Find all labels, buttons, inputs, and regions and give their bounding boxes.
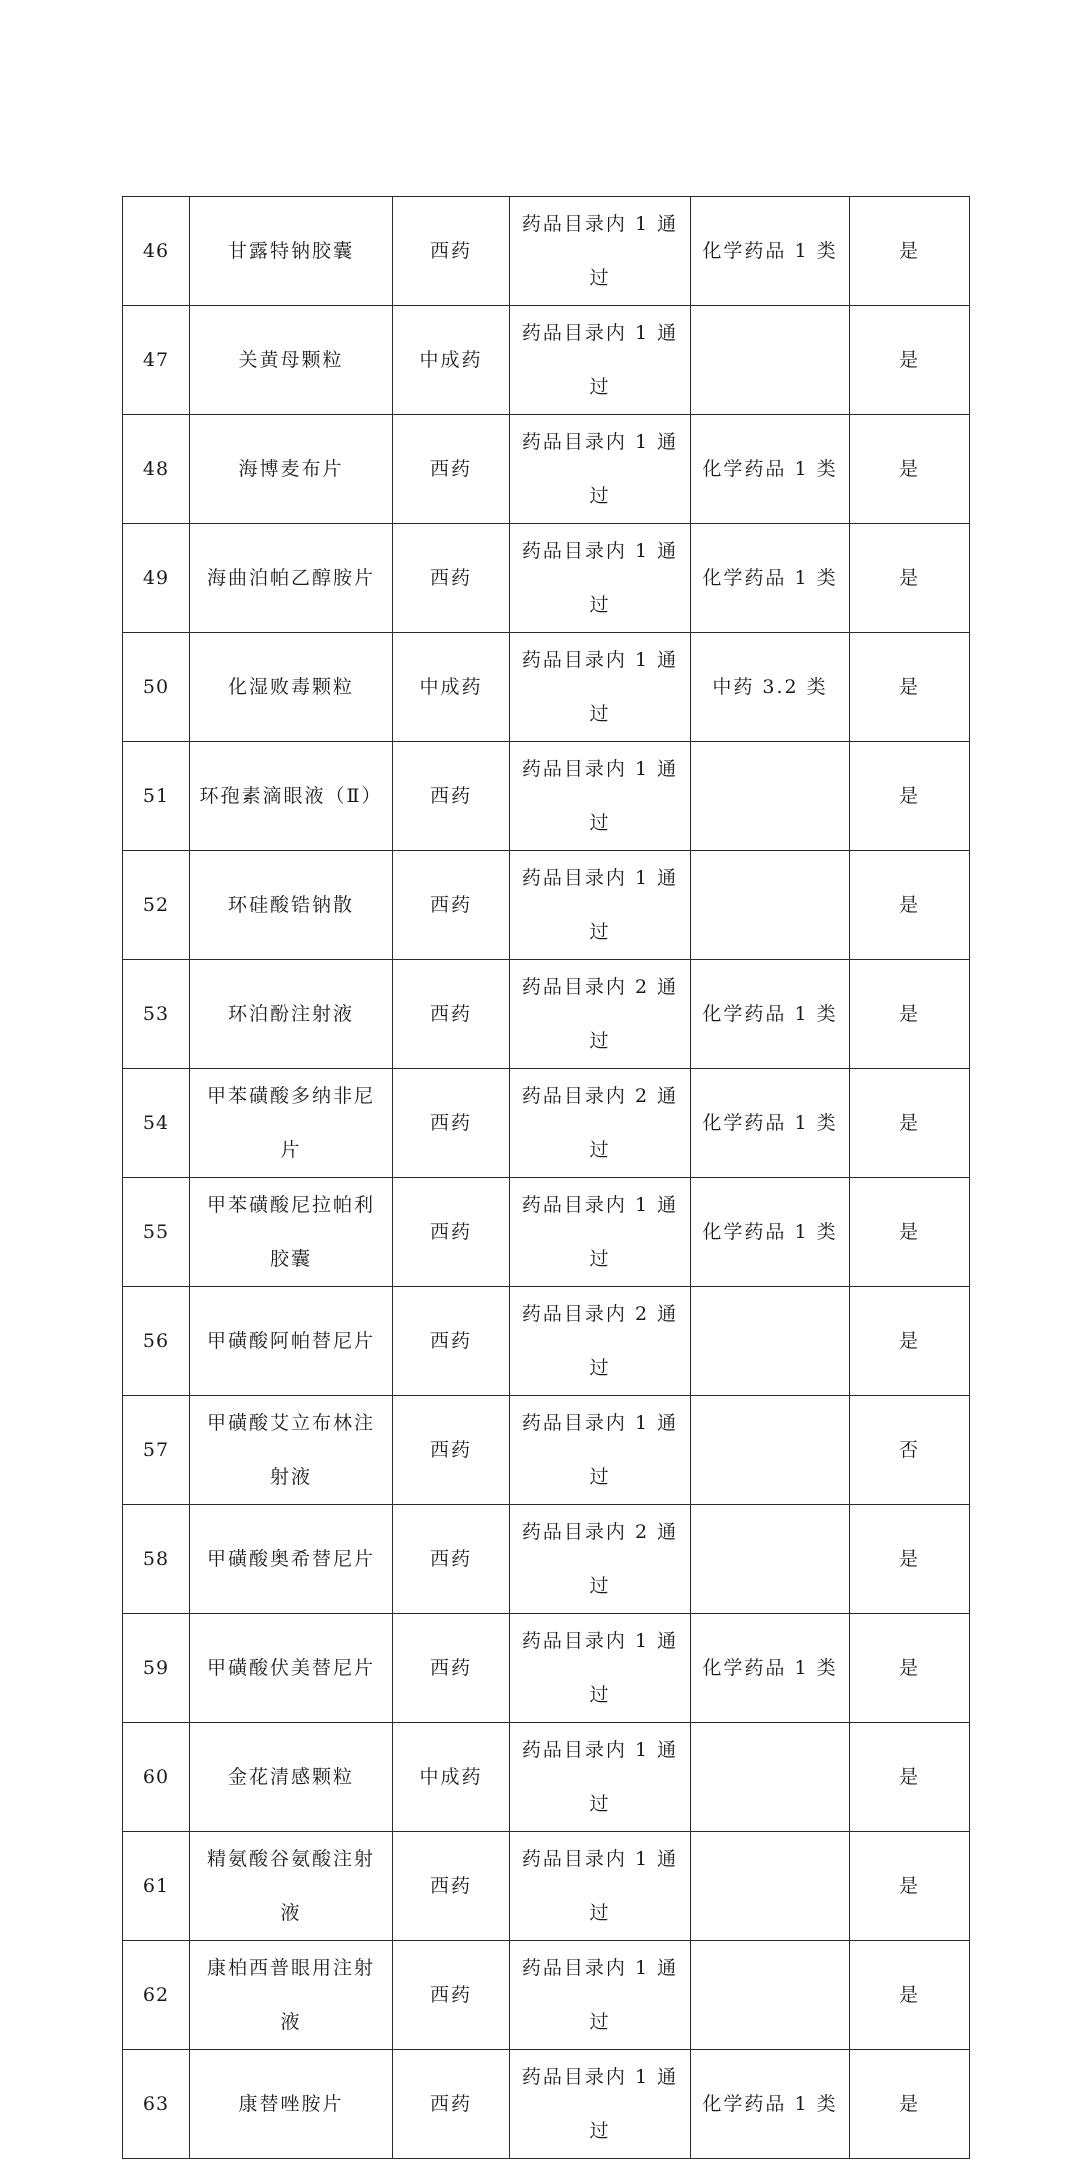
drug-name: 甲磺酸伏美替尼片: [190, 1614, 393, 1723]
table-row: [123, 197, 970, 306]
catalog-status: 药品目录内 2 通过: [510, 1505, 691, 1614]
table-row: [123, 1396, 970, 1505]
drug-type: 西药: [393, 1287, 510, 1396]
row-number: 46: [123, 197, 190, 306]
row-number: 59: [123, 1614, 190, 1723]
drug-type: 西药: [393, 1178, 510, 1287]
catalog-status: 药品目录内 2 通过: [510, 1069, 691, 1178]
catalog-status: 药品目录内 2 通过: [510, 960, 691, 1069]
drug-name: 环硅酸锆钠散: [190, 851, 393, 960]
yes-no-flag: 是: [850, 1614, 970, 1723]
row-number: 50: [123, 633, 190, 742]
drug-type: 西药: [393, 1832, 510, 1941]
yes-no-flag: 是: [850, 960, 970, 1069]
row-number: 55: [123, 1178, 190, 1287]
yes-no-flag: 是: [850, 1832, 970, 1941]
row-number: 54: [123, 1069, 190, 1178]
catalog-status: 药品目录内 1 通过: [510, 633, 691, 742]
table-row: [123, 415, 970, 524]
catalog-status: 药品目录内 2 通过: [510, 1287, 691, 1396]
drug-name: 甲磺酸阿帕替尼片: [190, 1287, 393, 1396]
catalog-status: 药品目录内 1 通过: [510, 415, 691, 524]
row-number: 58: [123, 1505, 190, 1614]
drug-name: 甘露特钠胶囊: [190, 197, 393, 306]
drug-category: [691, 1505, 850, 1614]
yes-no-flag: 是: [850, 524, 970, 633]
drug-name: 环孢素滴眼液（Ⅱ）: [190, 742, 393, 851]
drug-name: 康柏西普眼用注射液: [190, 1941, 393, 2050]
drug-name: 环泊酚注射液: [190, 960, 393, 1069]
drug-category: 化学药品 1 类: [691, 415, 850, 524]
drug-category: 化学药品 1 类: [691, 2050, 850, 2159]
drug-type: 西药: [393, 1396, 510, 1505]
drug-type: 中成药: [393, 1723, 510, 1832]
drug-type: 西药: [393, 415, 510, 524]
table-row: [123, 1287, 970, 1396]
catalog-status: 药品目录内 1 通过: [510, 2050, 691, 2159]
yes-no-flag: 是: [850, 742, 970, 851]
catalog-status: 药品目录内 1 通过: [510, 851, 691, 960]
table-row: [123, 1832, 970, 1941]
catalog-status: 药品目录内 1 通过: [510, 742, 691, 851]
yes-no-flag: 是: [850, 1505, 970, 1614]
row-number: 61: [123, 1832, 190, 1941]
row-number: 49: [123, 524, 190, 633]
drug-category: 化学药品 1 类: [691, 960, 850, 1069]
drug-type: 西药: [393, 742, 510, 851]
catalog-status: 药品目录内 1 通过: [510, 197, 691, 306]
row-number: 47: [123, 306, 190, 415]
yes-no-flag: 是: [850, 1178, 970, 1287]
drug-type: 西药: [393, 1614, 510, 1723]
drug-name: 化湿败毒颗粒: [190, 633, 393, 742]
table-row: [123, 1614, 970, 1723]
table-row: [123, 2050, 970, 2159]
yes-no-flag: 是: [850, 1287, 970, 1396]
drug-type: 中成药: [393, 633, 510, 742]
drug-type: 西药: [393, 851, 510, 960]
drug-name: 康替唑胺片: [190, 2050, 393, 2159]
drug-name: 关黄母颗粒: [190, 306, 393, 415]
drug-type: 西药: [393, 524, 510, 633]
drug-type: 中成药: [393, 306, 510, 415]
table-row: [123, 1505, 970, 1614]
drug-name: 甲苯磺酸多纳非尼片: [190, 1069, 393, 1178]
yes-no-flag: 是: [850, 1069, 970, 1178]
drug-category: [691, 851, 850, 960]
drug-category: 中药 3.2 类: [691, 633, 850, 742]
drug-category: [691, 1941, 850, 2050]
drug-category: 化学药品 1 类: [691, 524, 850, 633]
row-number: 56: [123, 1287, 190, 1396]
row-number: 48: [123, 415, 190, 524]
catalog-status: 药品目录内 1 通过: [510, 1178, 691, 1287]
table-row: [123, 960, 970, 1069]
drug-category: 化学药品 1 类: [691, 1614, 850, 1723]
yes-no-flag: 是: [850, 415, 970, 524]
table-row: [123, 1069, 970, 1178]
row-number: 57: [123, 1396, 190, 1505]
table-row: [123, 633, 970, 742]
catalog-status: 药品目录内 1 通过: [510, 1614, 691, 1723]
drug-category: [691, 742, 850, 851]
table-row: [123, 1723, 970, 1832]
yes-no-flag: 是: [850, 197, 970, 306]
drug-category: [691, 1723, 850, 1832]
yes-no-flag: 是: [850, 1941, 970, 2050]
row-number: 60: [123, 1723, 190, 1832]
drug-name: 海曲泊帕乙醇胺片: [190, 524, 393, 633]
yes-no-flag: 是: [850, 2050, 970, 2159]
drug-type: 西药: [393, 197, 510, 306]
yes-no-flag: 是: [850, 1723, 970, 1832]
drug-name: 精氨酸谷氨酸注射液: [190, 1832, 393, 1941]
drug-category: [691, 1832, 850, 1941]
table-row: [123, 1178, 970, 1287]
drug-table-body: [123, 197, 970, 2159]
row-number: 52: [123, 851, 190, 960]
row-number: 53: [123, 960, 190, 1069]
drug-category: [691, 1287, 850, 1396]
yes-no-flag: 是: [850, 633, 970, 742]
yes-no-flag: 是: [850, 306, 970, 415]
catalog-status: 药品目录内 1 通过: [510, 1723, 691, 1832]
drug-category: 化学药品 1 类: [691, 1178, 850, 1287]
drug-list-table: [122, 196, 970, 2159]
drug-name: 甲磺酸奥希替尼片: [190, 1505, 393, 1614]
table-row: [123, 1941, 970, 2050]
table-row: [123, 851, 970, 960]
catalog-status: 药品目录内 1 通过: [510, 524, 691, 633]
yes-no-flag: 是: [850, 851, 970, 960]
drug-type: 西药: [393, 1069, 510, 1178]
catalog-status: 药品目录内 1 通过: [510, 1396, 691, 1505]
row-number: 63: [123, 2050, 190, 2159]
catalog-status: 药品目录内 1 通过: [510, 1832, 691, 1941]
table-row: [123, 524, 970, 633]
drug-type: 西药: [393, 960, 510, 1069]
table-row: [123, 306, 970, 415]
drug-category: [691, 1396, 850, 1505]
drug-name: 甲磺酸艾立布林注射液: [190, 1396, 393, 1505]
drug-type: 西药: [393, 1505, 510, 1614]
drug-name: 甲苯磺酸尼拉帕利胶囊: [190, 1178, 393, 1287]
row-number: 62: [123, 1941, 190, 2050]
catalog-status: 药品目录内 1 通过: [510, 306, 691, 415]
catalog-status: 药品目录内 1 通过: [510, 1941, 691, 2050]
drug-category: 化学药品 1 类: [691, 1069, 850, 1178]
drug-category: 化学药品 1 类: [691, 197, 850, 306]
drug-name: 海博麦布片: [190, 415, 393, 524]
drug-type: 西药: [393, 2050, 510, 2159]
yes-no-flag: 否: [850, 1396, 970, 1505]
drug-name: 金花清感颗粒: [190, 1723, 393, 1832]
table-row: [123, 742, 970, 851]
row-number: 51: [123, 742, 190, 851]
drug-category: [691, 306, 850, 415]
drug-type: 西药: [393, 1941, 510, 2050]
